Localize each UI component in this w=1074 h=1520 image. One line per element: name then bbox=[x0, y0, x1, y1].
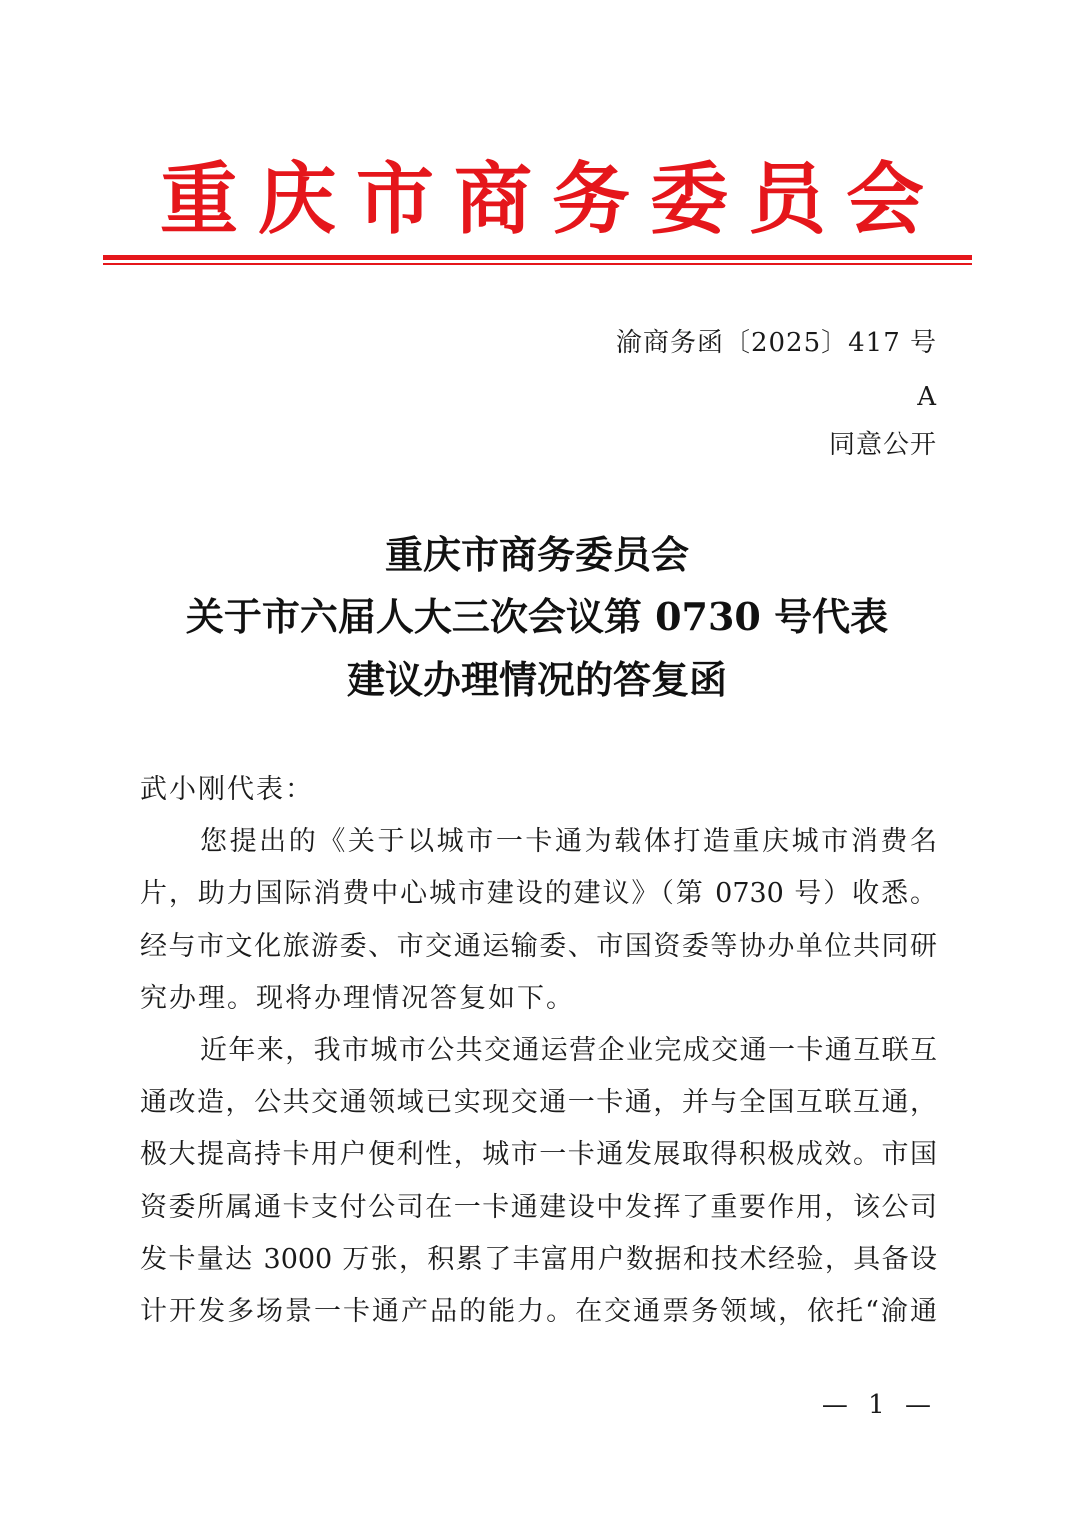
paragraph-line: 资委所属通卡支付公司在一卡通建设中发挥了重要作用，该公司 bbox=[140, 1191, 937, 1223]
document-title-line-2: 关于市六届人大三次会议第 0730 号代表 bbox=[185, 594, 889, 639]
disclosure-status: 同意公开 bbox=[828, 430, 937, 460]
document-title-line-1: 重庆市商务委员会 bbox=[384, 532, 689, 577]
letter-body bbox=[140, 764, 937, 1338]
page-number: — 1 — bbox=[821, 1390, 937, 1420]
masthead-rule-thick bbox=[103, 255, 972, 260]
paragraph-line: 通改造，公共交通领域已实现交通一卡通，并与全国互联互通， bbox=[140, 1087, 937, 1119]
paragraph-1 bbox=[140, 816, 937, 1025]
document-number: 渝商务函〔2025〕417 号 bbox=[615, 328, 937, 358]
paragraph-line: 极大提高持卡用户便利性，城市一卡通发展取得积极成效。市国 bbox=[140, 1139, 937, 1171]
masthead-org-name: 重庆市商务委员会 bbox=[160, 154, 945, 245]
paragraph-line: 究办理。现将办理情况答复如下。 bbox=[140, 982, 575, 1014]
salutation: 武小刚代表： bbox=[140, 774, 314, 805]
paragraph-2 bbox=[140, 1025, 937, 1338]
paragraph-line: 近年来，我市城市公共交通运营企业完成交通一卡通互联互 bbox=[200, 1034, 937, 1066]
classification-mark: A bbox=[917, 382, 937, 412]
paragraph-line: 经与市文化旅游委、市交通运输委、市国资委等协办单位共同研 bbox=[140, 930, 937, 962]
document-title-line-3: 建议办理情况的答复函 bbox=[346, 657, 727, 702]
masthead-rule-thin bbox=[103, 263, 972, 265]
paragraph-line: 发卡量达 3000 万张，积累了丰富用户数据和技术经验，具备设 bbox=[140, 1243, 937, 1275]
paragraph-line: 您提出的《关于以城市一卡通为载体打造重庆城市消费名 bbox=[200, 826, 937, 858]
paragraph-line: 计开发多场景一卡通产品的能力。在交通票务领域，依托“渝通 bbox=[140, 1295, 937, 1327]
paragraph-line: 片，助力国际消费中心城市建设的建议》（第 0730 号）收悉。 bbox=[140, 878, 937, 910]
